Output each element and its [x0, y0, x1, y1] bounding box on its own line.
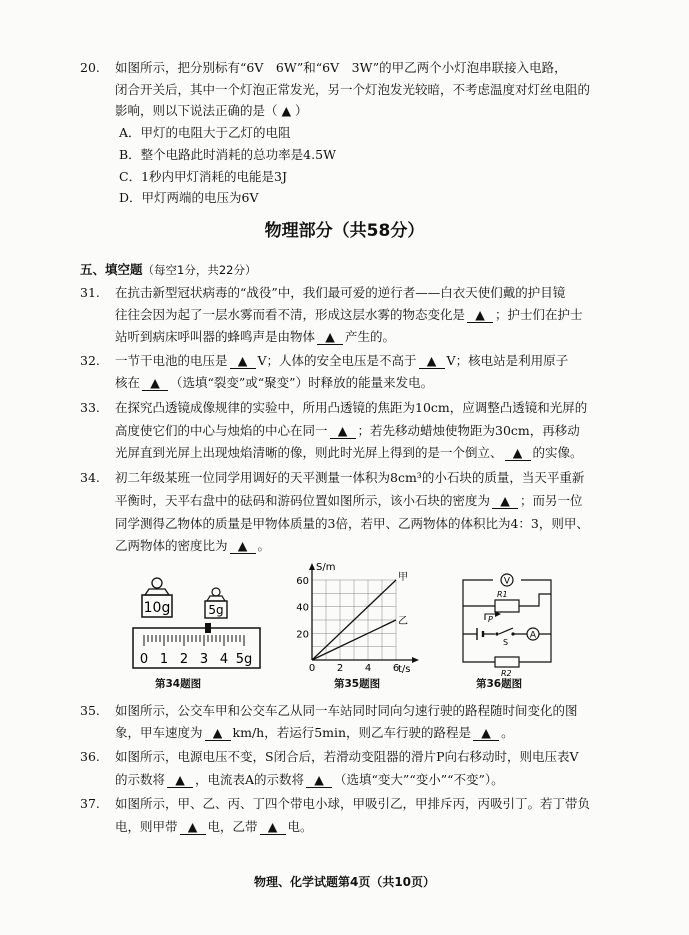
scale-label: 2: [179, 652, 189, 667]
voltmeter-label: V: [503, 576, 511, 587]
switch-label: S: [503, 638, 509, 647]
x-axis-label: t/s: [398, 664, 411, 675]
fig35-caption: 第35题图: [334, 678, 381, 690]
weight-10g: [142, 578, 172, 617]
series-label: 甲: [398, 572, 408, 583]
resistor-r2: [495, 657, 519, 667]
scale-label: 0: [139, 652, 149, 667]
section-title: 物理部分（共58分）: [264, 221, 425, 241]
y-tick-label: 20: [296, 629, 309, 641]
rider: [205, 623, 211, 633]
x-tick-label: 6: [392, 663, 400, 674]
answer-blank: ▲: [260, 820, 286, 835]
weight-5g: [205, 588, 227, 618]
fig36-circuit: [455, 572, 560, 678]
scale-label: 1: [159, 652, 169, 667]
switch-icon: [495, 632, 498, 635]
r2-label: R2: [501, 669, 512, 678]
y-tick-label: 40: [296, 602, 309, 614]
question-number: 35.: [80, 703, 100, 718]
fig34-caption: 第34题图: [155, 678, 202, 690]
answer-blank: ▲: [306, 773, 332, 788]
x-tick-label: 4: [364, 663, 372, 674]
question-number: 33.: [80, 400, 100, 415]
scale-label: 5g: [235, 652, 253, 667]
scale-ticks: [144, 635, 244, 646]
fig34-balance: [125, 575, 265, 675]
answer-blank: ▲: [330, 424, 356, 439]
question-number: 37.: [80, 796, 100, 811]
answer-blank: ▲: [473, 726, 499, 741]
question-number: 32.: [80, 353, 100, 368]
page-footer: 物理、化学试题第4页（共10页）: [253, 875, 436, 889]
fig36-caption: 第36题图: [476, 678, 523, 690]
answer-blank: ▲: [167, 773, 193, 788]
answer-blank: ▲: [419, 354, 445, 369]
question-number: 34.: [80, 470, 100, 485]
answer-blank: ▲: [205, 726, 231, 741]
question-number: 20.: [80, 60, 100, 75]
x-tick-label: 0: [308, 663, 316, 674]
r1-label: R1: [497, 590, 508, 599]
weight-10g-label: 10g: [143, 600, 171, 616]
answer-blank: ▲: [492, 494, 518, 509]
x-tick-label: 2: [336, 663, 344, 674]
question-number: 36.: [80, 749, 100, 764]
y-axis-label: S/m: [316, 562, 336, 573]
scale-label: 3: [199, 652, 209, 667]
slider-label: P: [488, 615, 493, 624]
answer-blank: ▲: [142, 376, 168, 391]
section-head: 五、填空题（每空1分，共22分）: [80, 262, 257, 277]
x-axis-arrow: [412, 657, 419, 663]
weight-5g-label: 5g: [208, 603, 224, 617]
answer-blank: ▲: [467, 308, 493, 323]
resistor-r1: [495, 600, 519, 612]
ammeter-label: A: [529, 630, 537, 641]
question-number: 31.: [80, 285, 100, 300]
answer-blank: ▲: [317, 330, 343, 345]
series-label: 乙: [398, 616, 408, 627]
answer-blank: ▲: [180, 820, 206, 835]
answer-blank: ▲: [230, 539, 256, 554]
scale-label: 4: [219, 652, 229, 667]
scale-labels: [140, 652, 252, 667]
answer-blank: ▲: [505, 446, 531, 461]
fig35-chart: [290, 560, 430, 675]
y-tick-label: 60: [296, 576, 309, 587]
y-axis-arrow: [309, 563, 315, 570]
answer-blank: ▲: [230, 354, 256, 369]
